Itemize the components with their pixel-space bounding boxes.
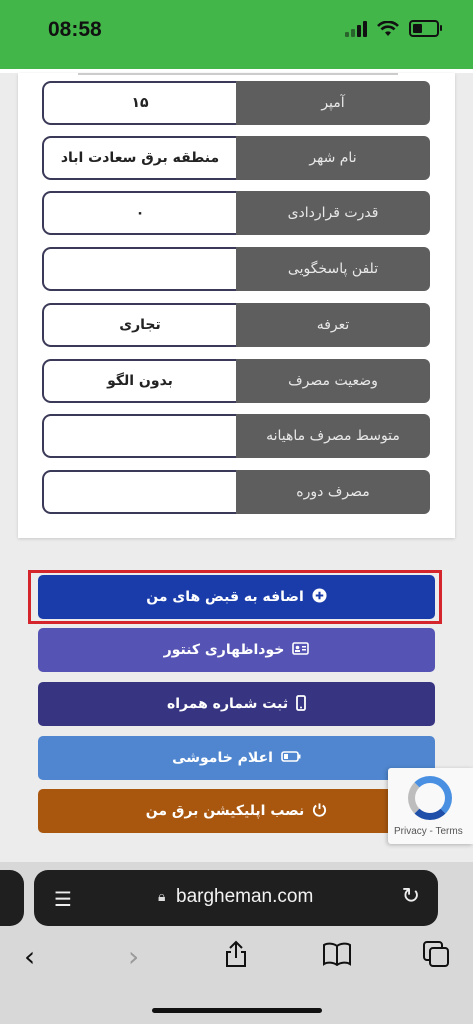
info-row-tariff: [42, 303, 430, 347]
battery-low-icon: [281, 751, 301, 765]
monthly-average-value: [42, 414, 236, 458]
reload-icon[interactable]: ↻: [401, 884, 420, 909]
ampere-label: آمپر: [236, 81, 430, 125]
power-icon: [312, 802, 327, 820]
install-app-button[interactable]: [38, 789, 435, 833]
ampere-value: ۱۵: [42, 81, 236, 125]
wifi-icon: [377, 21, 399, 37]
report-outage-label: اعلام خاموشی: [172, 750, 273, 766]
cellular-signal-icon: [345, 21, 367, 37]
meter-self-report-button[interactable]: [38, 628, 435, 672]
register-mobile-label: ثبت شماره همراه: [166, 696, 289, 712]
id-card-icon: [292, 642, 309, 658]
tariff-label: تعرفه: [236, 303, 430, 347]
report-outage-button[interactable]: [38, 736, 435, 780]
register-mobile-button[interactable]: [38, 682, 435, 726]
bill-info-card: [18, 73, 455, 538]
info-row-contract-power: [42, 191, 430, 235]
recaptcha-icon: [408, 776, 452, 820]
contract-power-value: ۰: [42, 191, 236, 235]
install-app-label: نصب اپلیکیشن برق من: [145, 803, 305, 819]
status-bar: [0, 0, 473, 64]
info-row-city: [42, 136, 430, 180]
reader-mode-icon[interactable]: ☰: [54, 887, 72, 911]
period-consumption-value: [42, 470, 236, 514]
info-row-consumption-status: [42, 359, 430, 403]
plus-circle-icon: [312, 588, 327, 606]
browser-toolbar: [0, 862, 473, 1024]
consumption-status-label: وضعیت مصرف: [236, 359, 430, 403]
battery-icon: [409, 20, 439, 37]
status-time: 08:58: [48, 18, 102, 41]
address-bar[interactable]: [34, 870, 438, 926]
support-phone-value: [42, 247, 236, 291]
meter-self-report-label: خوداظهاری کنتور: [163, 642, 285, 658]
forward-icon[interactable]: ›: [128, 940, 140, 973]
tabs-icon[interactable]: [422, 940, 450, 975]
add-to-my-bills-label: اضافه به قبض های من: [146, 589, 304, 605]
browser-nav: [0, 940, 473, 980]
period-consumption-label: مصرف دوره: [236, 470, 430, 514]
recaptcha-badge[interactable]: [388, 768, 473, 844]
info-row-support-phone: [42, 247, 430, 291]
home-indicator: [152, 1008, 322, 1013]
lock-icon: 🔒︎: [158, 889, 166, 905]
info-row-period-consumption: [42, 470, 430, 514]
contract-power-label: قدرت قراردادی: [236, 191, 430, 235]
bookmarks-icon[interactable]: [322, 940, 352, 973]
mobile-icon: [296, 695, 306, 714]
info-row-monthly-average: [42, 414, 430, 458]
tariff-value: تجاری: [42, 303, 236, 347]
support-phone-label: تلفن پاسخگویی: [236, 247, 430, 291]
previous-tab-peek[interactable]: [0, 870, 24, 926]
consumption-status-value: بدون الگو: [42, 359, 236, 403]
monthly-average-label: متوسط مصرف ماهیانه: [236, 414, 430, 458]
back-icon[interactable]: ‹: [24, 940, 36, 973]
city-label: نام شهر: [236, 136, 430, 180]
recaptcha-privacy-terms[interactable]: Privacy - Terms: [394, 826, 463, 837]
add-to-my-bills-button[interactable]: [38, 575, 435, 619]
url-text: bargheman.com: [176, 886, 314, 907]
city-value: منطقه برق سعادت اباد: [42, 136, 236, 180]
share-icon[interactable]: [224, 940, 248, 975]
status-icons: [345, 20, 439, 37]
info-row-ampere: [42, 81, 430, 125]
